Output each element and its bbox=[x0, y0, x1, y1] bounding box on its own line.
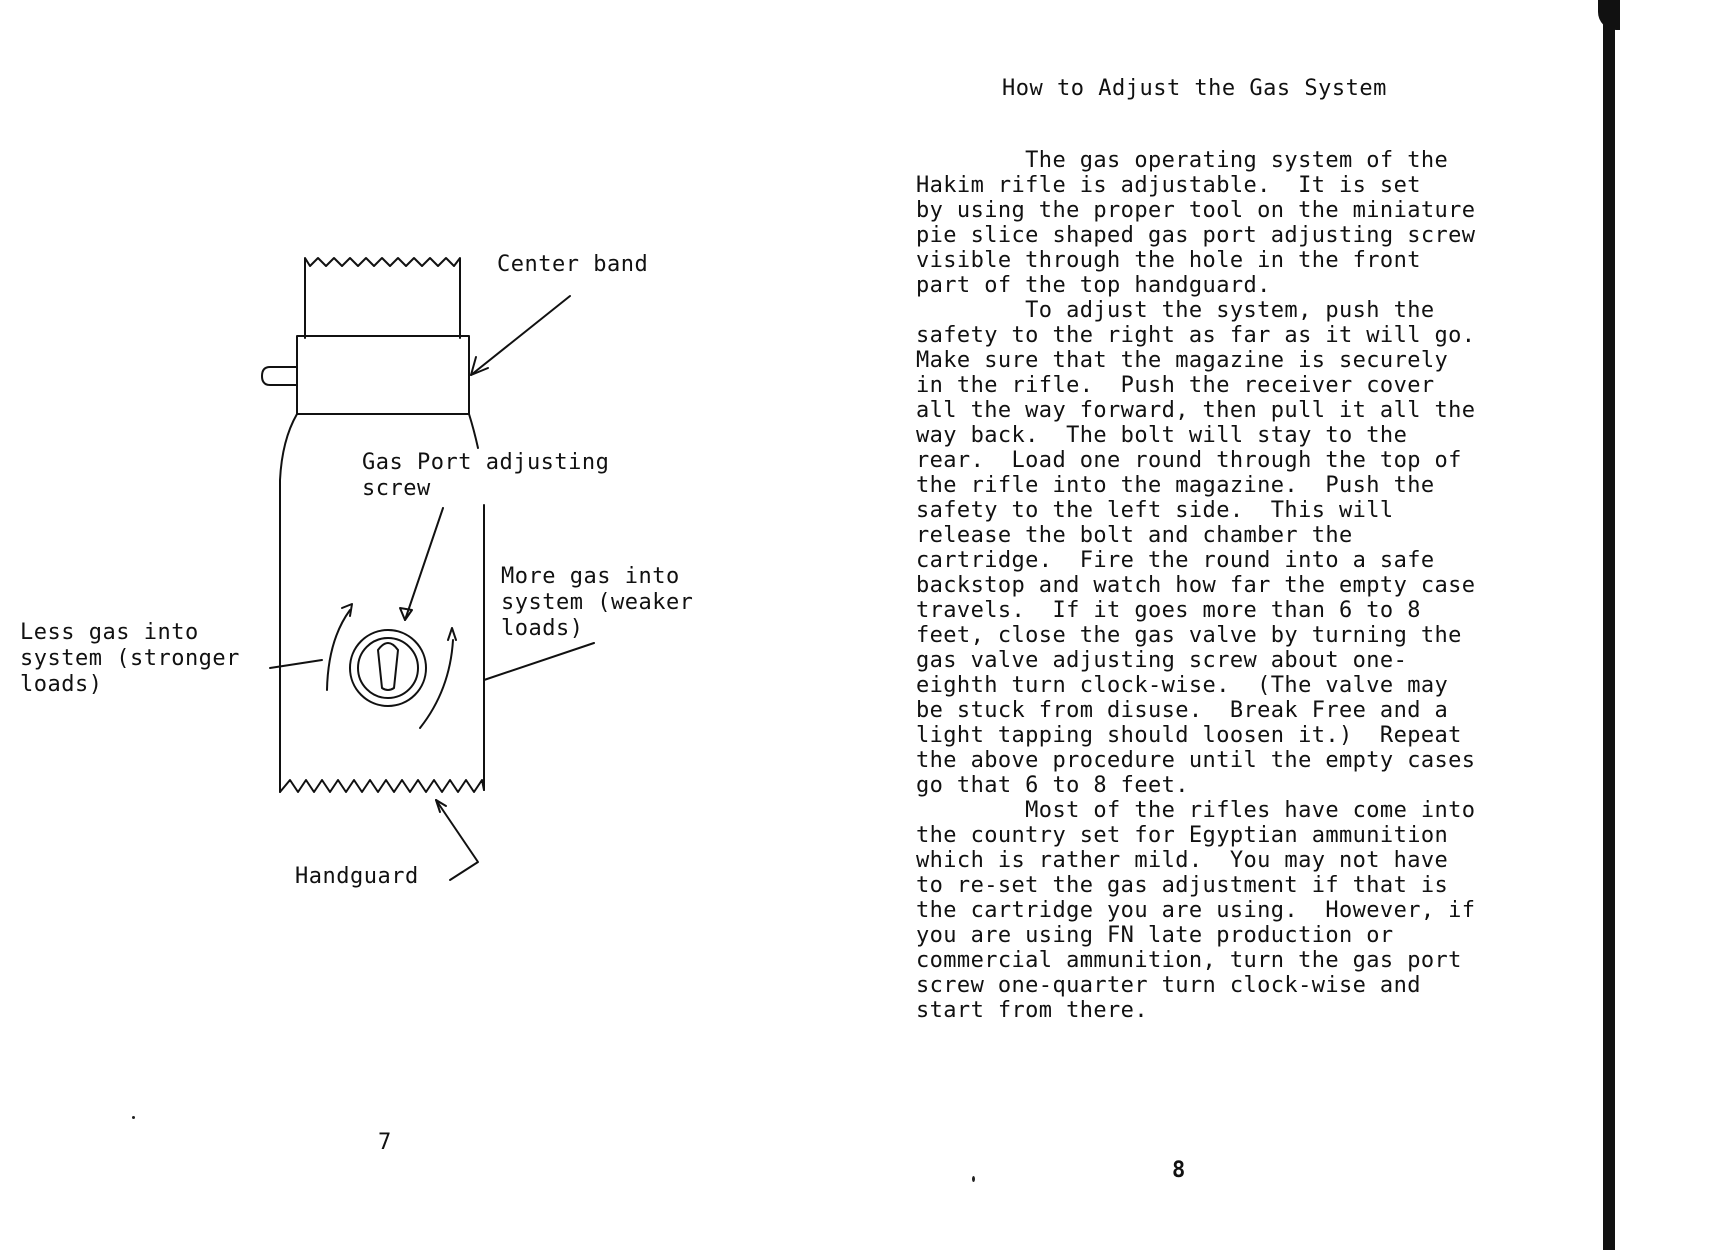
less-gas-arc bbox=[327, 610, 350, 690]
body-line: visible through the hole in the front bbox=[916, 248, 1421, 273]
body-line: the above procedure until the empty cases bbox=[916, 748, 1476, 773]
body-line: the country set for Egyptian ammunition bbox=[916, 823, 1449, 848]
body-line: commercial ammunition, turn the gas port bbox=[916, 948, 1462, 973]
pie-slice-screw bbox=[378, 643, 398, 690]
body-line: you are using FN late production or bbox=[916, 923, 1394, 948]
body-line: the cartridge you are using. However, if bbox=[916, 898, 1476, 923]
body-line: cartridge. Fire the round into a safe bbox=[916, 548, 1435, 573]
gas-port-leader bbox=[405, 508, 443, 620]
body-line: light tapping should loosen it.) Repeat bbox=[916, 723, 1462, 748]
body-line: pie slice shaped gas port adjusting screw bbox=[916, 223, 1476, 248]
body-line: safety to the right as far as it will go. bbox=[916, 323, 1476, 348]
center-band bbox=[297, 336, 469, 414]
handguard-leader bbox=[436, 800, 478, 880]
page-number-right: 8 bbox=[1172, 1158, 1186, 1183]
more-gas-arc bbox=[420, 640, 453, 728]
body-line: release the bolt and chamber the bbox=[916, 523, 1353, 548]
gas-port-outer-ring bbox=[350, 630, 426, 706]
body-line: travels. If it goes more than 6 to 8 bbox=[916, 598, 1421, 623]
body-line: feet, close the gas valve by turning the bbox=[916, 623, 1462, 648]
body-line: backstop and watch how far the empty case bbox=[916, 573, 1476, 598]
book-spine-edge bbox=[1603, 0, 1615, 1250]
center-band-leader bbox=[471, 296, 570, 375]
gas-port-label: Gas Port adjusting screw bbox=[362, 450, 610, 501]
body-line: To adjust the system, push the bbox=[916, 298, 1435, 323]
upper-stock bbox=[305, 258, 460, 338]
handguard-outline bbox=[280, 414, 297, 792]
body-line: The gas operating system of the bbox=[916, 148, 1449, 173]
less-gas-leader bbox=[270, 660, 322, 668]
body-line: be stuck from disuse. Break Free and a bbox=[916, 698, 1449, 723]
body-line: all the way forward, then pull it all the bbox=[916, 398, 1476, 423]
body-line: way back. The bolt will stay to the bbox=[916, 423, 1408, 448]
more-gas-leader bbox=[484, 643, 594, 680]
body-line: which is rather mild. You may not have bbox=[916, 848, 1449, 873]
body-line: Make sure that the magazine is securely bbox=[916, 348, 1449, 373]
body-line: eighth turn clock-wise. (The valve may bbox=[916, 673, 1449, 698]
less-gas-label: Less gas into system (stronger loads) bbox=[20, 620, 240, 697]
body-text bbox=[916, 148, 1636, 1023]
page-number-left: 7 bbox=[378, 1130, 392, 1155]
handguard-zigzag bbox=[280, 780, 484, 792]
body-line: gas valve adjusting screw about one- bbox=[916, 648, 1408, 673]
body-line: Most of the rifles have come into bbox=[916, 798, 1476, 823]
more-gas-label: More gas into system (weaker loads) bbox=[501, 564, 694, 641]
center-band-label: Center band bbox=[497, 252, 649, 277]
body-line: rear. Load one round through the top of bbox=[916, 448, 1462, 473]
body-line: by using the proper tool on the miniature bbox=[916, 198, 1476, 223]
body-line: start from there. bbox=[916, 998, 1148, 1023]
body-line: part of the top handguard. bbox=[916, 273, 1271, 298]
body-line: in the rifle. Push the receiver cover bbox=[916, 373, 1435, 398]
scan-speck bbox=[972, 1176, 975, 1182]
body-line: to re-set the gas adjustment if that is bbox=[916, 873, 1449, 898]
body-line: go that 6 to 8 feet. bbox=[916, 773, 1189, 798]
page-heading: How to Adjust the Gas System bbox=[1002, 76, 1387, 101]
left-page bbox=[0, 0, 860, 1250]
handguard-label: Handguard bbox=[295, 864, 419, 889]
body-line: safety to the left side. This will bbox=[916, 498, 1394, 523]
right-page bbox=[860, 0, 1725, 1250]
scan-speck bbox=[132, 1116, 135, 1119]
body-line: the rifle into the magazine. Push the bbox=[916, 473, 1435, 498]
body-line: Hakim rifle is adjustable. It is set bbox=[916, 173, 1421, 198]
swivel-stub bbox=[262, 367, 297, 385]
body-line: screw one-quarter turn clock-wise and bbox=[916, 973, 1421, 998]
